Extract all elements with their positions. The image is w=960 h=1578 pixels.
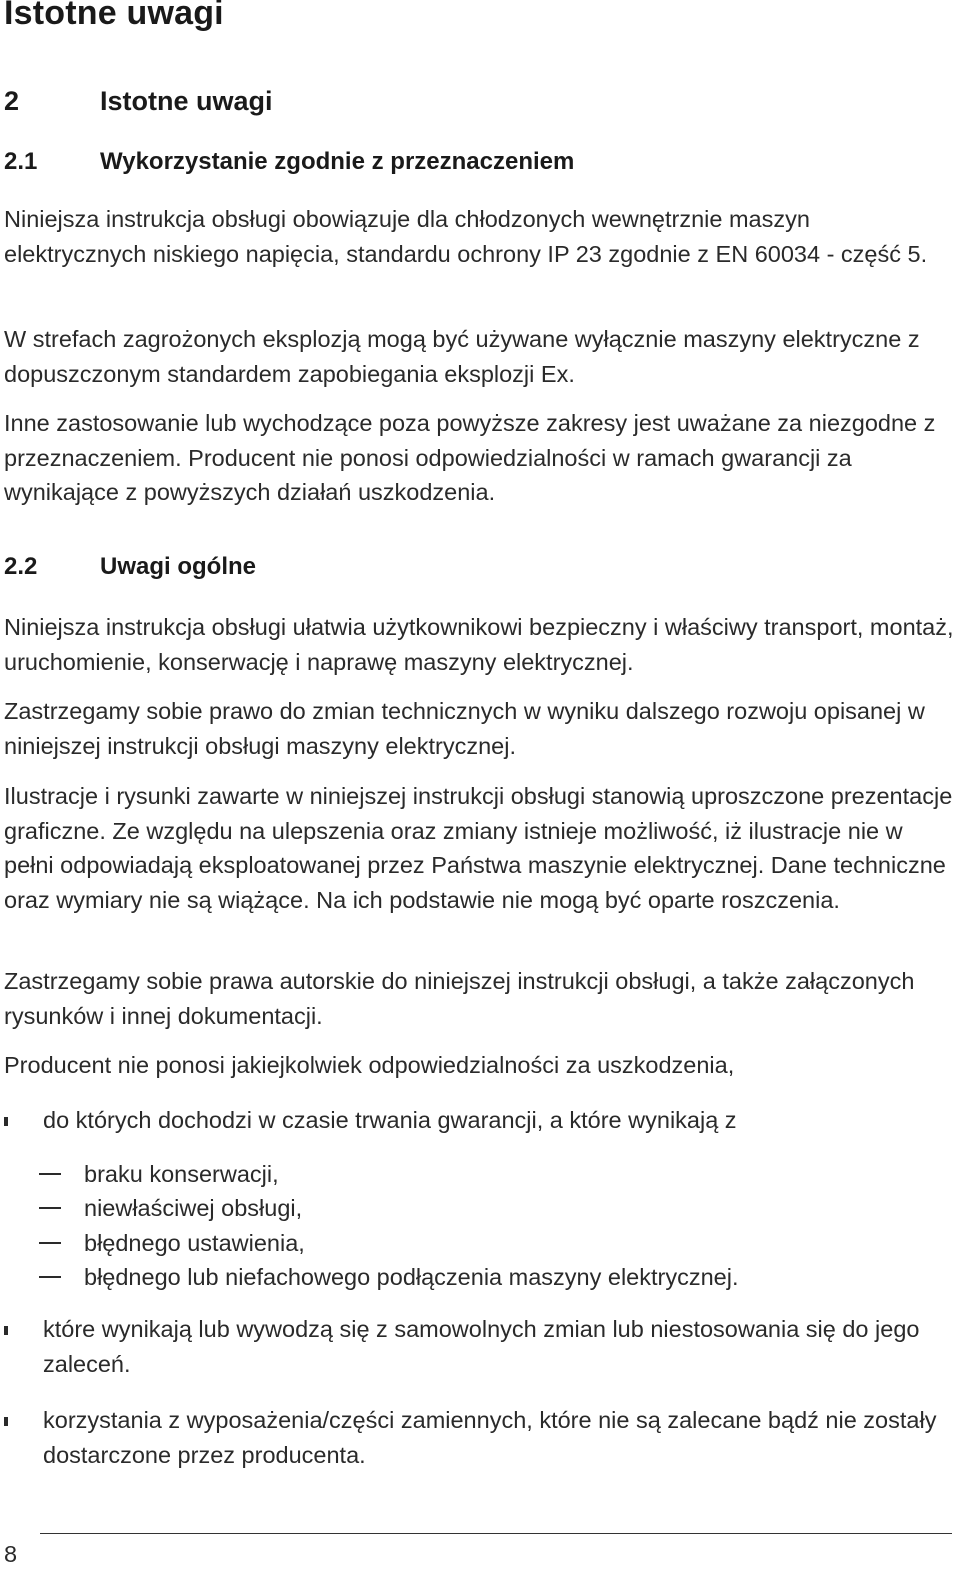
- sub-list-item: [4, 1157, 954, 1191]
- sub-list-item-text: błędnego ustawienia,: [84, 1229, 305, 1256]
- list-item: [4, 1312, 954, 1382]
- dash-marker-icon: [39, 1173, 61, 1175]
- sub-list-item: [4, 1191, 954, 1225]
- list-item: [4, 1403, 954, 1473]
- subsection-heading-2-2: [4, 553, 256, 581]
- sub-list-item: [4, 1226, 954, 1260]
- paragraph: Zastrzegamy sobie prawo do zmian technicznych w wyniku dalszego rozwoju opisanej w niniejszej instrukcji obsługi maszyny elektrycznej.: [4, 698, 925, 759]
- subsection-title: Uwagi ogólne: [100, 553, 256, 580]
- bullet-marker-icon: [4, 1417, 8, 1426]
- paragraph: Ilustracje i rysunki zawarte w niniejszej instrukcji obsługi stanowią uproszczone prezentacje graficzne. Ze względu na ulepszenia oraz zmiany istnieje możliwość, iż ilustracje nie w pełni odpowiadają eksploatowanej przez Państwa maszynie elektrycznej. Dane techniczne oraz wymiary nie są wiążące. Na ich podstawie nie mogą być oparte roszczenia.: [4, 783, 953, 913]
- page-number: 8: [4, 1541, 18, 1567]
- list-item-text: korzystania z wyposażenia/części zamiennych, które nie są zalecane bądź nie zostały dostarczone przez producenta.: [43, 1407, 937, 1468]
- sub-list-item-text: niewłaściwej obsługi,: [84, 1195, 303, 1222]
- page-header-title: Istotne uwagi: [4, 0, 224, 32]
- paragraph: Producent nie ponosi jakiejkolwiek odpowiedzialności za uszkodzenia,: [4, 1052, 735, 1078]
- paragraph: W strefach zagrożonych eksplozją mogą być używane wyłącznie maszyny elektryczne z dopuszczonym standardem zapobiegania eksplozji Ex.: [4, 326, 920, 387]
- section-title: Istotne uwagi: [100, 86, 273, 116]
- subsection-heading-2-1: [4, 148, 574, 176]
- section-heading: [4, 86, 273, 117]
- paragraph: Inne zastosowanie lub wychodzące poza powyższe zakresy jest uważane za niezgodne z przeznaczeniem. Producent nie ponosi odpowiedzialności w ramach gwarancji za wynikające z powyższych działań uszkodzenia.: [4, 410, 936, 505]
- footer-divider: [40, 1533, 952, 1534]
- section-number: 2: [4, 86, 20, 116]
- sub-list-item-text: braku konserwacji,: [84, 1161, 279, 1187]
- subsection-title: Wykorzystanie zgodnie z przeznaczeniem: [100, 148, 575, 175]
- subsection-number: 2.2: [4, 553, 38, 580]
- dash-marker-icon: [39, 1276, 61, 1278]
- list-item-text: do których dochodzi w czasie trwania gwarancji, a które wynikają z: [43, 1107, 737, 1133]
- paragraph: Niniejsza instrukcja obsługi ułatwia użytkownikowi bezpieczny i właściwy transport, montaż, uruchomienie, konserwację i naprawę maszyny elektrycznej.: [4, 614, 954, 675]
- subsection-number: 2.1: [4, 148, 38, 175]
- sub-list-item: [4, 1260, 954, 1294]
- paragraph: Zastrzegamy sobie prawa autorskie do niniejszej instrukcji obsługi, a także załączonych rysunków i innej dokumentacji.: [4, 968, 915, 1029]
- bullet-marker-icon: [4, 1117, 8, 1126]
- list-item: [4, 1103, 954, 1138]
- list-item-text: które wynikają lub wywodzą się z samowolnych zmian lub niestosowania się do jego zaleceń.: [43, 1316, 920, 1377]
- dash-marker-icon: [39, 1242, 61, 1244]
- sub-list: [4, 1157, 954, 1294]
- bullet-marker-icon: [4, 1326, 8, 1335]
- dash-marker-icon: [39, 1207, 61, 1209]
- sub-list-item-text: błędnego lub niefachowego podłączenia maszyny elektrycznej.: [84, 1263, 739, 1290]
- paragraph: Niniejsza instrukcja obsługi obowiązuje dla chłodzonych wewnętrznie maszyn elektrycznych niskiego napięcia, standardu ochrony IP 23 zgodnie z EN 60034 - część 5.: [4, 206, 928, 267]
